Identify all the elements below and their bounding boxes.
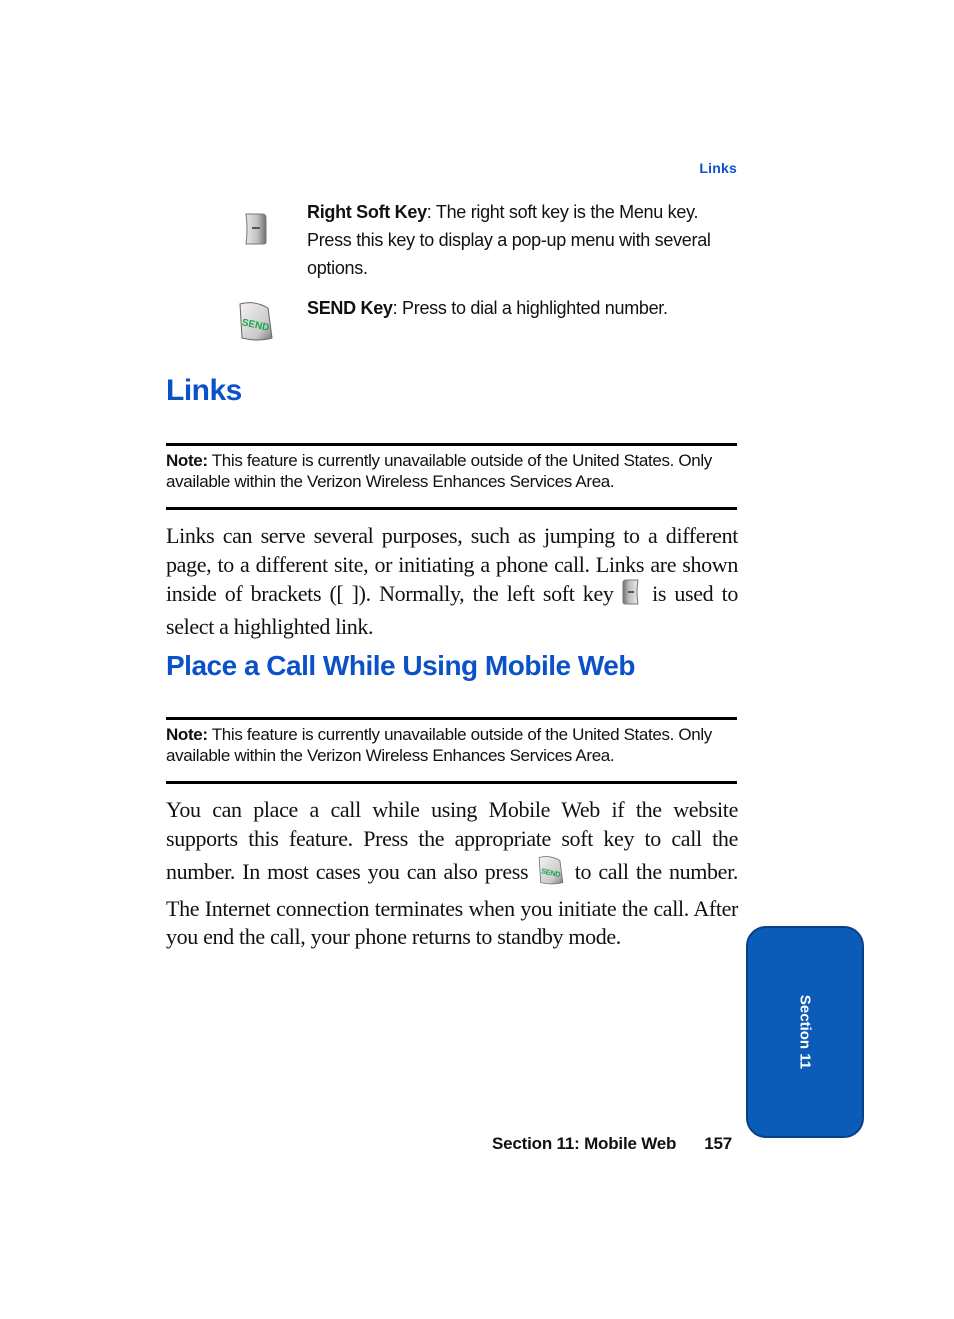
body-text-part: to call the number. The Internet connection terminates when you initiate the call. After you end the call, your phone returns to standby mode. [166, 858, 739, 949]
key-description: : The right soft key is the Menu key. Press this key to display a pop-up menu with several options. [307, 202, 711, 278]
place-call-body-paragraph [166, 796, 738, 952]
note-text: This feature is currently unavailable outside of the United States. Only available within the Verizon Wireless Enhances Services Area. [166, 725, 712, 765]
footer-section-title: Section 11: Mobile Web [492, 1134, 677, 1153]
note-bottom-rule [166, 781, 737, 784]
running-head: Links [699, 160, 737, 176]
body-text-part: is used to select a highlighted link. [166, 580, 739, 639]
section-side-tab [746, 926, 864, 1138]
links-body-paragraph [166, 522, 738, 641]
note-label: Note: [166, 451, 208, 470]
svg-text:SEND: SEND [540, 866, 562, 880]
body-text-part: Links can serve several purposes, such as jumping to a different page, to a different site, or initiating a phone call. Links are shown inside of brackets ([ ]). Normally, the left soft key [166, 523, 738, 606]
send-key-row [236, 294, 738, 344]
note-top-rule [166, 443, 737, 446]
note-links [166, 450, 737, 492]
key-name: SEND Key [307, 298, 393, 318]
left-soft-key-icon [622, 579, 644, 613]
key-description: : Press to dial a highlighted number. [392, 298, 668, 318]
page-number: 157 [704, 1134, 732, 1153]
note-bottom-rule [166, 507, 737, 510]
note-top-rule [166, 717, 737, 720]
right-soft-key-row [236, 198, 738, 288]
side-tab-label: Section 11 [796, 994, 814, 1070]
note-text: This feature is currently unavailable outside of the United States. Only available within the Verizon Wireless Enhances Services Area. [166, 451, 712, 491]
page-footer [440, 1134, 732, 1154]
send-key-icon [236, 298, 276, 349]
send-key-text [307, 294, 737, 322]
send-key-icon [535, 853, 567, 895]
svg-text:SEND: SEND [240, 317, 271, 334]
key-name: Right Soft Key [307, 202, 427, 222]
section-heading-links: Links [166, 374, 242, 407]
right-soft-key-icon [236, 212, 268, 251]
note-label: Note: [166, 725, 208, 744]
body-text-part: You can place a call while using Mobile Web if the website supports this feature. Press the appropriate soft key to call the number. In most cases you can also press [166, 797, 738, 884]
right-soft-key-text [307, 198, 737, 282]
section-heading-place-call: Place a Call While Using Mobile Web [166, 650, 635, 681]
note-place-call [166, 724, 737, 766]
